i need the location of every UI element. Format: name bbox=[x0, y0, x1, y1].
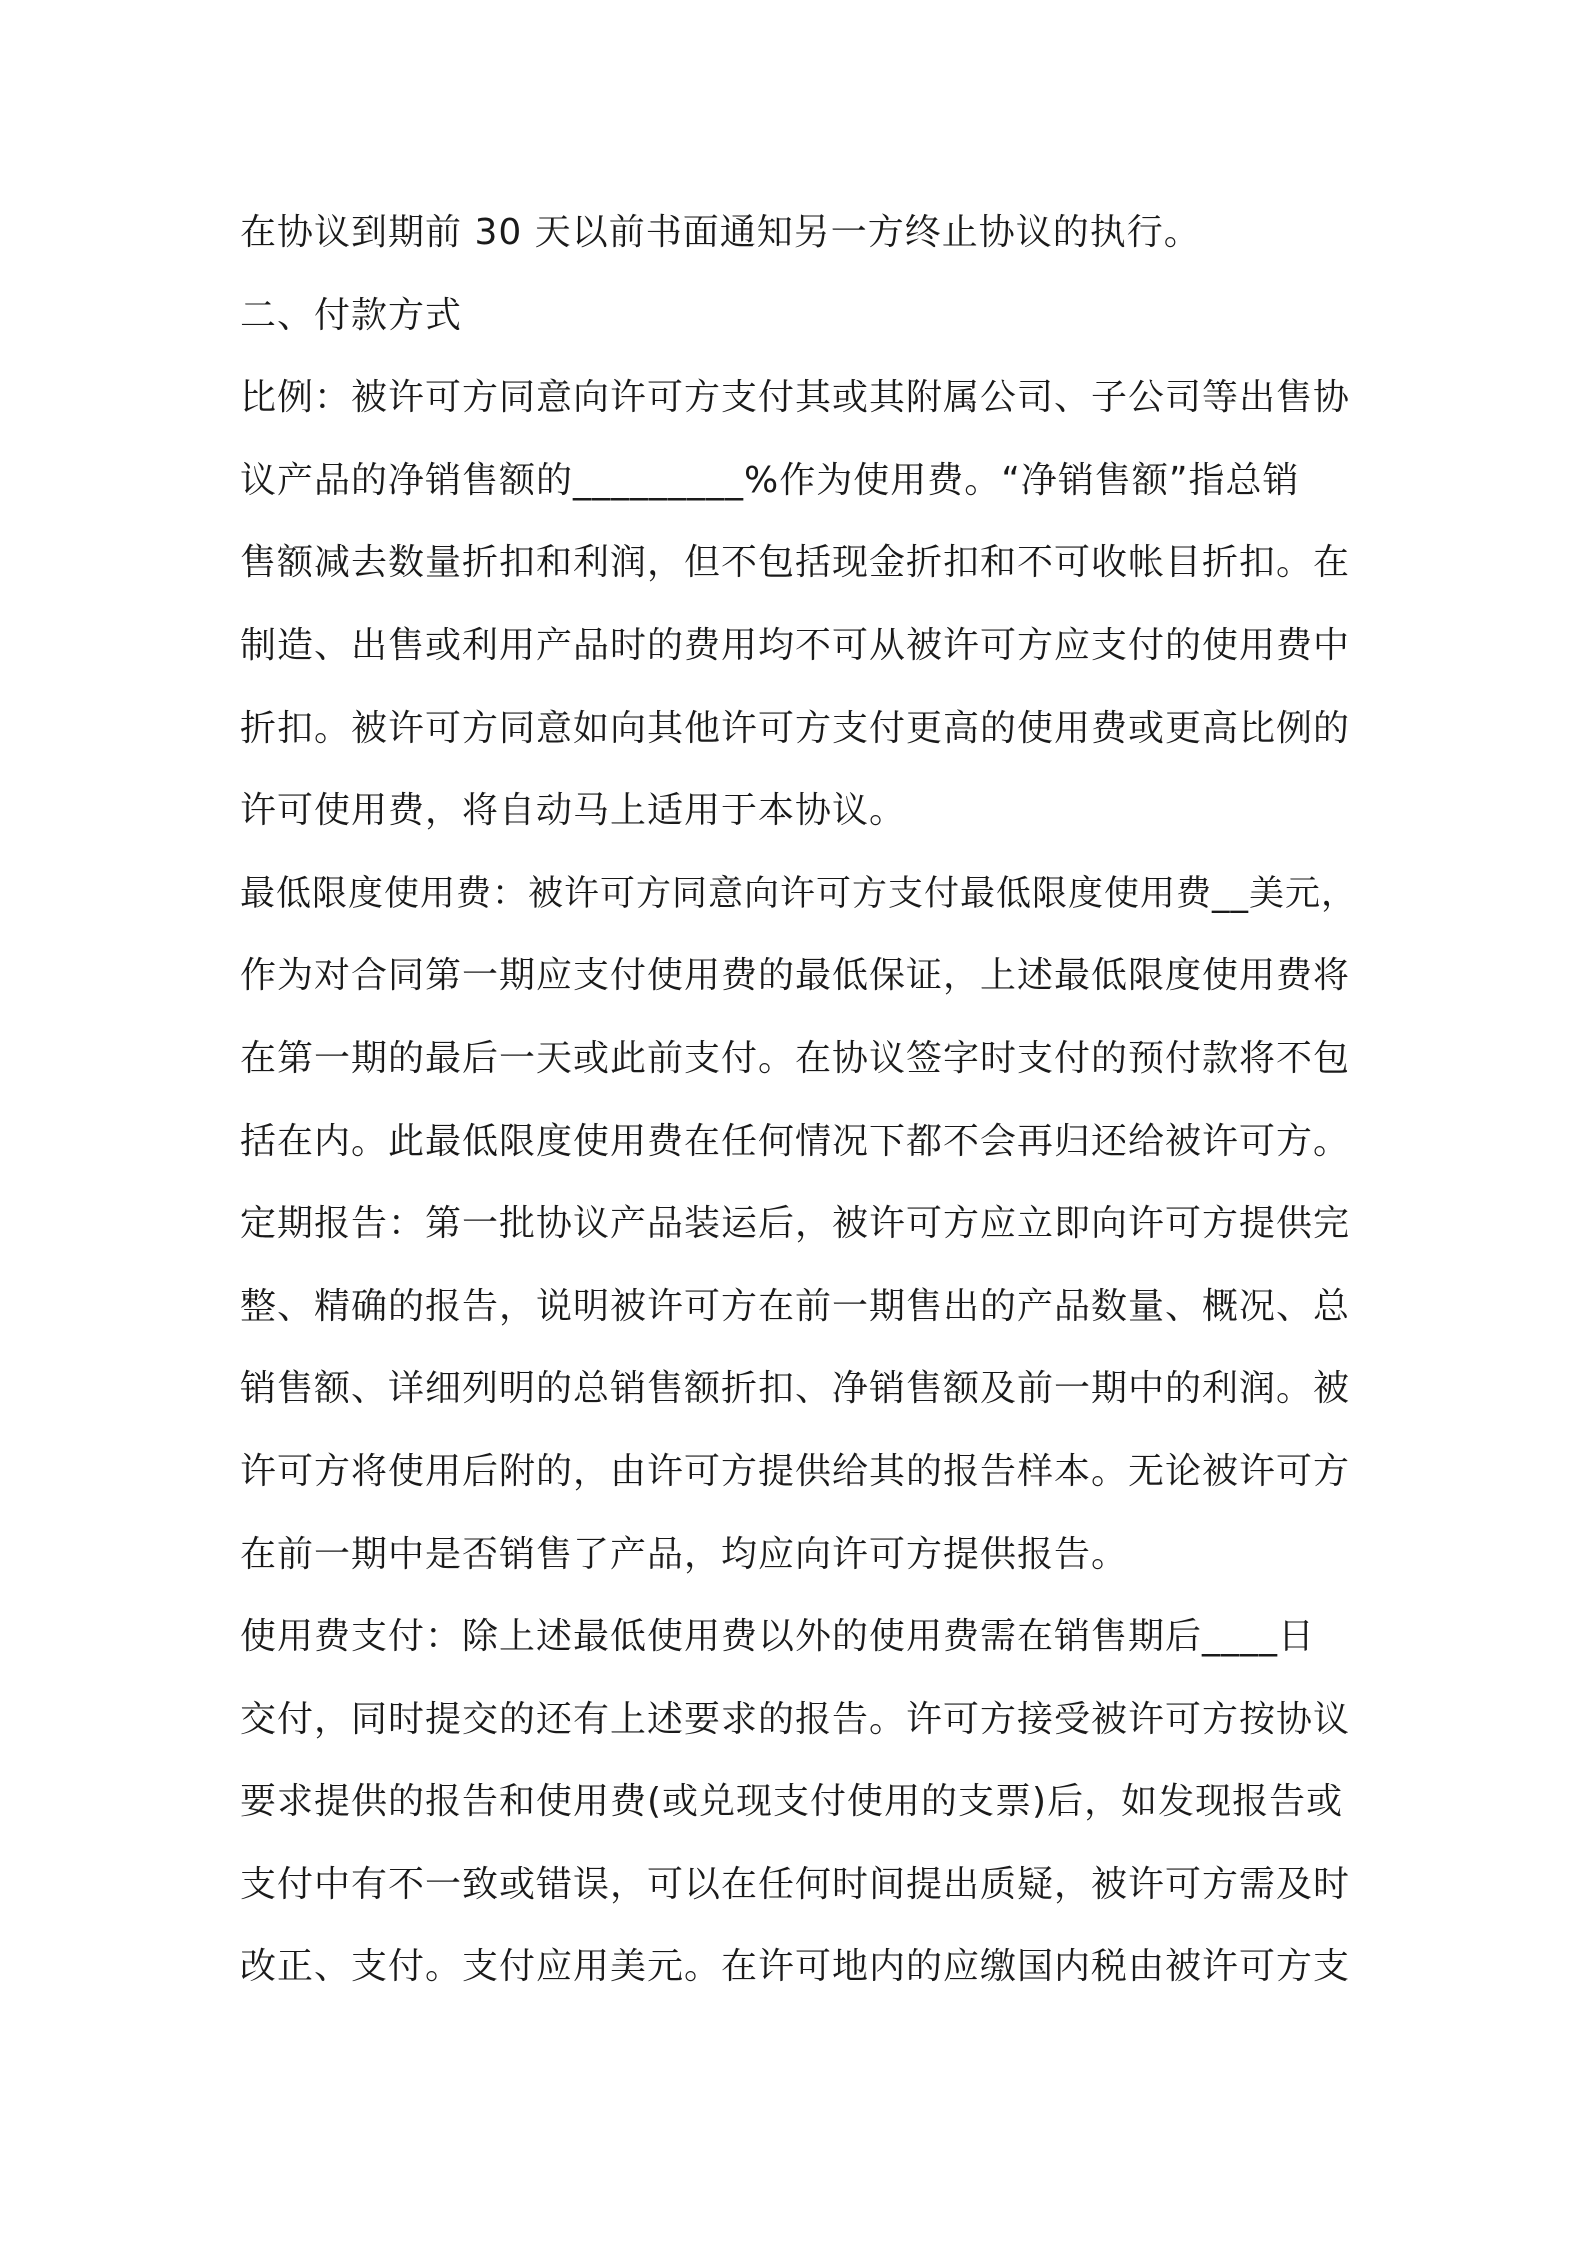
text-line: 销售额、详细列明的总销售额折扣、净销售额及前一期中的利润。被 bbox=[240, 1368, 1351, 1410]
section-heading: 二、付款方式 bbox=[240, 294, 463, 336]
text-line: 整、精确的报告，说明被许可方在前一期售出的产品数量、概况、总 bbox=[240, 1285, 1351, 1327]
document-body bbox=[240, 192, 1360, 2009]
text-line: 支付中有不一致或错误，可以在任何时间提出质疑，被许可方需及时 bbox=[240, 1863, 1351, 1905]
text-line: 制造、出售或利用产品时的费用均不可从被许可方应支付的使用费中 bbox=[240, 624, 1351, 666]
text-line: 作为对合同第一期应支付使用费的最低保证，上述最低限度使用费将 bbox=[240, 955, 1351, 997]
text-line: 在前一期中是否销售了产品，均应向许可方提供报告。 bbox=[240, 1533, 1129, 1575]
text-line: 定期报告：第一批协议产品装运后，被许可方应立即向许可方提供完 bbox=[240, 1203, 1351, 1245]
text-line: 使用费支付：除上述最低使用费以外的使用费需在销售期后____日 bbox=[240, 1616, 1316, 1658]
text-line: 折扣。被许可方同意如向其他许可方支付更高的使用费或更高比例的 bbox=[240, 707, 1351, 749]
text-line: 许可使用费，将自动马上适用于本协议。 bbox=[240, 790, 907, 832]
text-line: 比例：被许可方同意向许可方支付其或其附属公司、子公司等出售协 bbox=[240, 377, 1351, 419]
text-line: 最低限度使用费：被许可方同意向许可方支付最低限度使用费__美元， bbox=[240, 873, 1358, 914]
text-line: 交付，同时提交的还有上述要求的报告。许可方接受被许可方按协议 bbox=[240, 1698, 1351, 1740]
text-line: 许可方将使用后附的，由许可方提供给其的报告样本。无论被许可方 bbox=[240, 1450, 1351, 1492]
text-line: 议产品的净销售额的_________%作为使用费。“净销售额”指总销 bbox=[240, 459, 1300, 501]
text-line: 要求提供的报告和使用费(或兑现支付使用的支票)后，如发现报告或 bbox=[240, 1781, 1344, 1823]
text-line: 在协议到期前 30 天以前书面通知另一方终止协议的执行。 bbox=[240, 212, 1201, 253]
text-line: 改正、支付。支付应用美元。在许可地内的应缴国内税由被许可方支 bbox=[240, 1946, 1351, 1988]
text-line: 在第一期的最后一天或此前支付。在协议签字时支付的预付款将不包 bbox=[240, 1037, 1351, 1079]
text-line: 括在内。此最低限度使用费在任何情况下都不会再归还给被许可方。 bbox=[240, 1120, 1351, 1162]
text-line: 售额减去数量折扣和利润，但不包括现金折扣和不可收帐目折扣。在 bbox=[240, 542, 1351, 584]
